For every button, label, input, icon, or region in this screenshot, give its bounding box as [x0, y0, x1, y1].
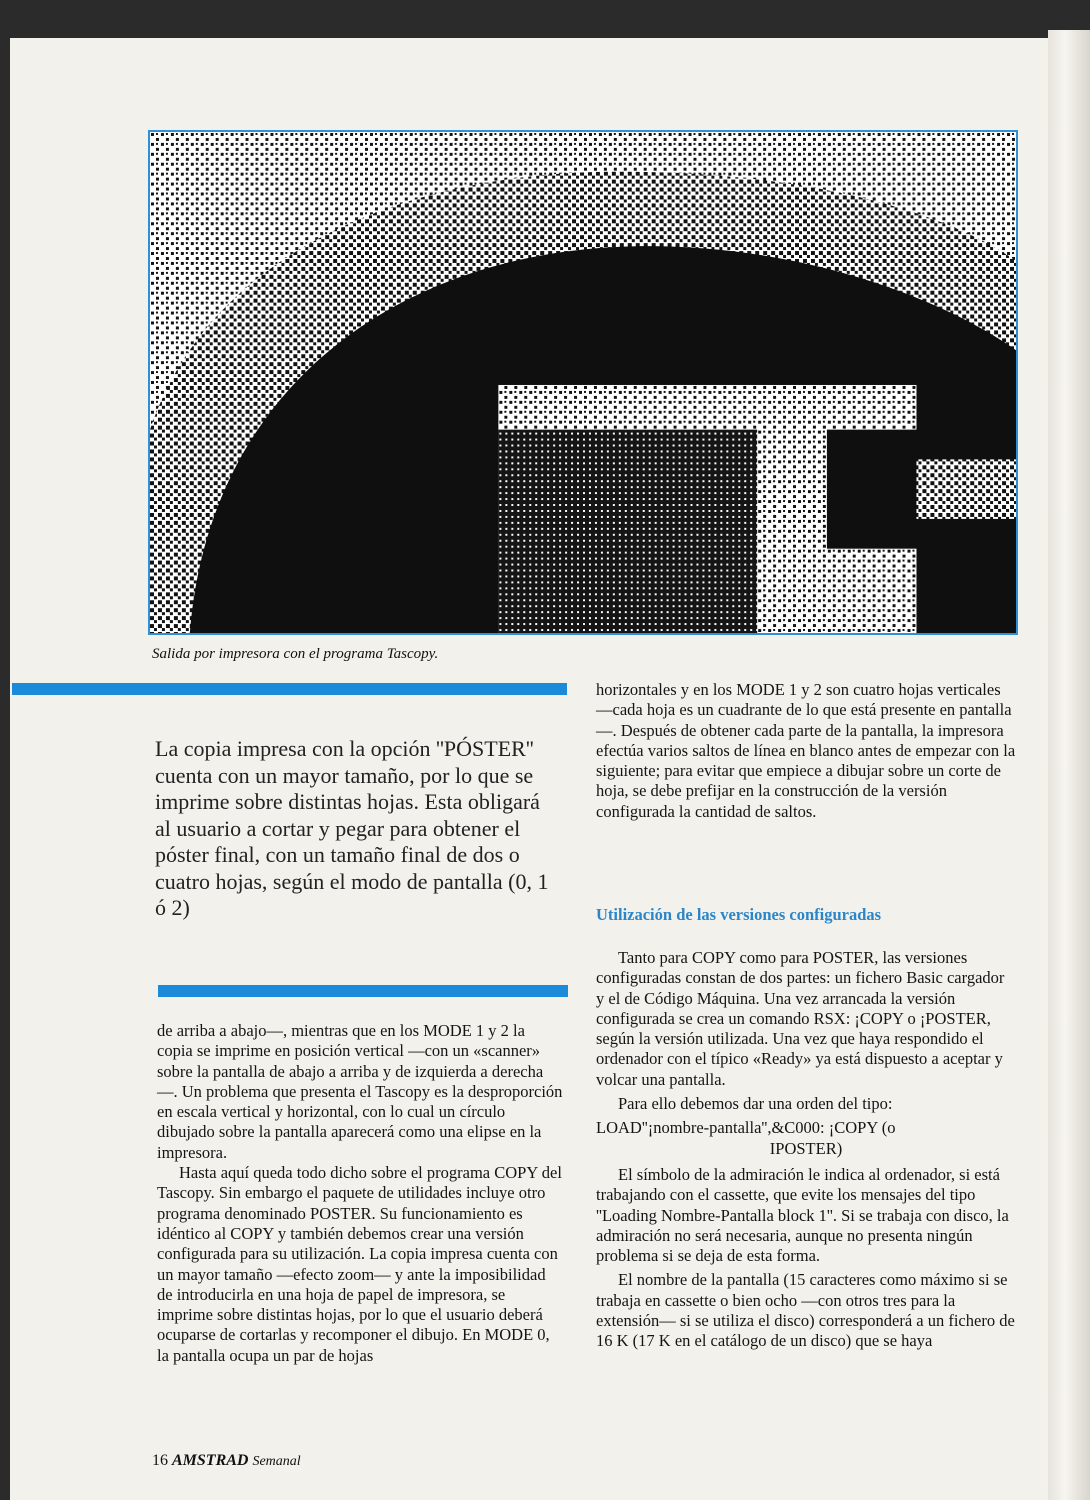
right-column-bottom [596, 948, 1016, 1352]
page-number: 16 [152, 1452, 168, 1469]
section-heading: Utilización de las versiones configuradas [596, 905, 882, 924]
magazine-suffix: Semanal [252, 1454, 301, 1469]
next-page-edge [1048, 30, 1090, 1500]
body-paragraph: horizontales y en los MODE 1 y 2 son cuatro hojas verticales —cada hoja es un cuadrante de lo que está presente en pantalla—. Después de obtener cada parte de la pantalla, la impresora efectúa varios saltos de línea en blanco antes de empezar con la siguiente; para evitar que empiece a dibujar sobre un corte de hoja, se debe prefijar en la construcción de la versión configurada la cantidad de saltos. [596, 680, 1016, 821]
magazine-name: AMSTRAD [172, 1452, 249, 1469]
body-paragraph: El símbolo de la admiración le indica al ordenador, si está trabajando con el cassette, que evite los mensajes del tipo ''Loading Nombre-Pantalla block 1''. Si se trabaja con disco, la admiración no será necesaria, aunque no presenta ningún problema si se deja de esta forma. [596, 1164, 1009, 1266]
code-line: LOAD''¡nombre-pantalla'',&C000: ¡COPY (o [596, 1118, 896, 1138]
body-paragraph: Tanto para COPY como para POSTER, las versiones configuradas constan de dos partes: un fichero Basic cargador y el de Código Máquina. Una vez arrancada la versión configurada se crea un comando RSX: ¡COPY o ¡POSTER, según la versión utilizada. Una vez que haya respondido el ordenador con el típico «Ready» ya está dispuesto a aceptar y volcar una pantalla. [596, 948, 1005, 1089]
right-column-top [596, 680, 1016, 822]
accent-rule [12, 683, 567, 695]
figure-caption: Salida por impresora con el programa Tascopy. [152, 646, 439, 662]
accent-rule [158, 985, 568, 997]
page-footer [152, 1452, 301, 1470]
body-paragraph: Hasta aquí queda todo dicho sobre el programa COPY del Tascopy. Sin embargo el paquete de utilidades incluye otro programa denominado POSTER. Su funcionamiento es idéntico al COPY y también debemos crear una versión configurada para su utilización. La copia impresa cuenta con un mayor tamaño —efecto zoom— y ante la imposibilidad de introducirla en una hoja de papel de impresora, se imprime sobre distintas hojas, por lo que el usuario deberá ocuparse de cortarlas y recomponer el dibujo. En MODE 0, la pantalla ocupa un par de hojas [157, 1163, 562, 1365]
pull-quote: La copia impresa con la opción ''PÓSTER'' cuenta con un mayor tamaño, por lo que se imprime sobre distintas hojas. Esta obligará al usuario a cortar y pegar para obtener el póster final, con un tamaño final de dos o cuatro hojas, según el modo de pantalla (0, 1 ó 2) [155, 736, 549, 920]
left-column [157, 1021, 563, 1366]
body-paragraph: de arriba a abajo—, mientras que en los MODE 1 y 2 la copia se imprime en posición vertical —con un «scanner» sobre la pantalla de abajo a arriba y de izquierda a derecha—. Un problema que presenta el Tascopy es la desproporción en escala vertical y horizontal, con lo cual un círculo dibujado sobre la pantalla aparecerá como una elipse en la impresora. [157, 1021, 563, 1162]
body-paragraph: Para ello debemos dar una orden del tipo: [618, 1094, 893, 1114]
printout-figure [148, 130, 1018, 635]
body-paragraph: El nombre de la pantalla (15 caracteres como máximo si se trabaja en cassette o bien ocho —con otros tres para la extensión— si se utiliza el disco) corresponderá a un fichero de 16 K (17 K en el catálogo de un disco) que se haya [596, 1270, 1015, 1351]
dithered-printout-image [150, 132, 1016, 633]
code-line: IPOSTER) [769, 1138, 843, 1158]
